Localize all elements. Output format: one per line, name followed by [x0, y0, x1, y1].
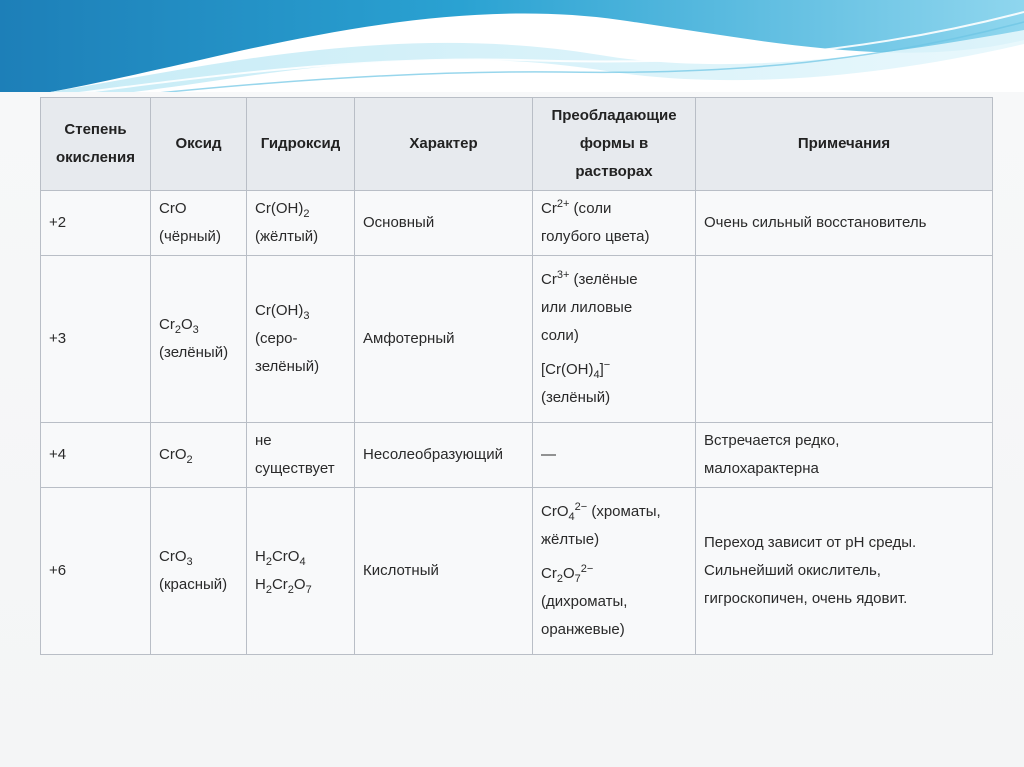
cell-oxidation: +4: [41, 423, 151, 488]
header-hydroxide: Гидроксид: [247, 98, 355, 191]
table-row: [41, 256, 993, 423]
chromium-oxides-table: [40, 97, 993, 655]
cell-character: Основный: [355, 191, 533, 256]
cell-oxide: $Cr_2O_3$ (зелёный): [151, 256, 247, 423]
header-oxide: Оксид: [151, 98, 247, 191]
cell-character: Амфотерный: [355, 256, 533, 423]
table-row: [41, 488, 993, 655]
cell-oxidation: +2: [41, 191, 151, 256]
cell-oxidation: +3: [41, 256, 151, 423]
cell-hydroxide: $H_2CrO_4$ $H_2Cr_2O_7$: [247, 488, 355, 655]
cell-hydroxide: $Cr(OH)_2$ (жёлтый): [247, 191, 355, 256]
cell-oxide: CrO$_3$ (красный): [151, 488, 247, 655]
cell-notes: Очень сильный восстановитель: [696, 191, 993, 256]
header-character: Характер: [355, 98, 533, 191]
cell-character: Кислотный: [355, 488, 533, 655]
cell-hydroxide: не существует: [247, 423, 355, 488]
header-oxidation: Степень окисления: [41, 98, 151, 191]
cell-forms: —: [533, 423, 696, 488]
cell-notes: Переход зависит от pH среды. Сильнейший окислитель, гигроскопичен, очень ядовит.: [696, 488, 993, 655]
table-row: [41, 423, 993, 488]
cell-hydroxide: $Cr(OH)_3$ (серо- зелёный): [247, 256, 355, 423]
cell-notes: Встречается редко, малохарактерна: [696, 423, 993, 488]
cell-oxide: CrO$_2$: [151, 423, 247, 488]
header-forms: Преобладающие формы в растворах: [533, 98, 696, 191]
cell-forms: $Cr^{2+}$ (соли голубого цвета): [533, 191, 696, 256]
cell-character: Несолеобразующий: [355, 423, 533, 488]
table-header-row: [41, 98, 993, 191]
cell-forms: $Cr^{3+}$ (зелёные или лиловые соли) $[Cr(OH)_4]^-$ (зелёный): [533, 256, 696, 423]
cell-forms: CrO$_4^{2-}$ (хроматы, жёлтые) $Cr_2O_7^{2-}$ (дихроматы, оранжевые): [533, 488, 696, 655]
table-row: [41, 191, 993, 256]
header-notes: Примечания: [696, 98, 993, 191]
cell-oxidation: +6: [41, 488, 151, 655]
cell-notes: [696, 256, 993, 423]
cell-oxide: CrO (чёрный): [151, 191, 247, 256]
